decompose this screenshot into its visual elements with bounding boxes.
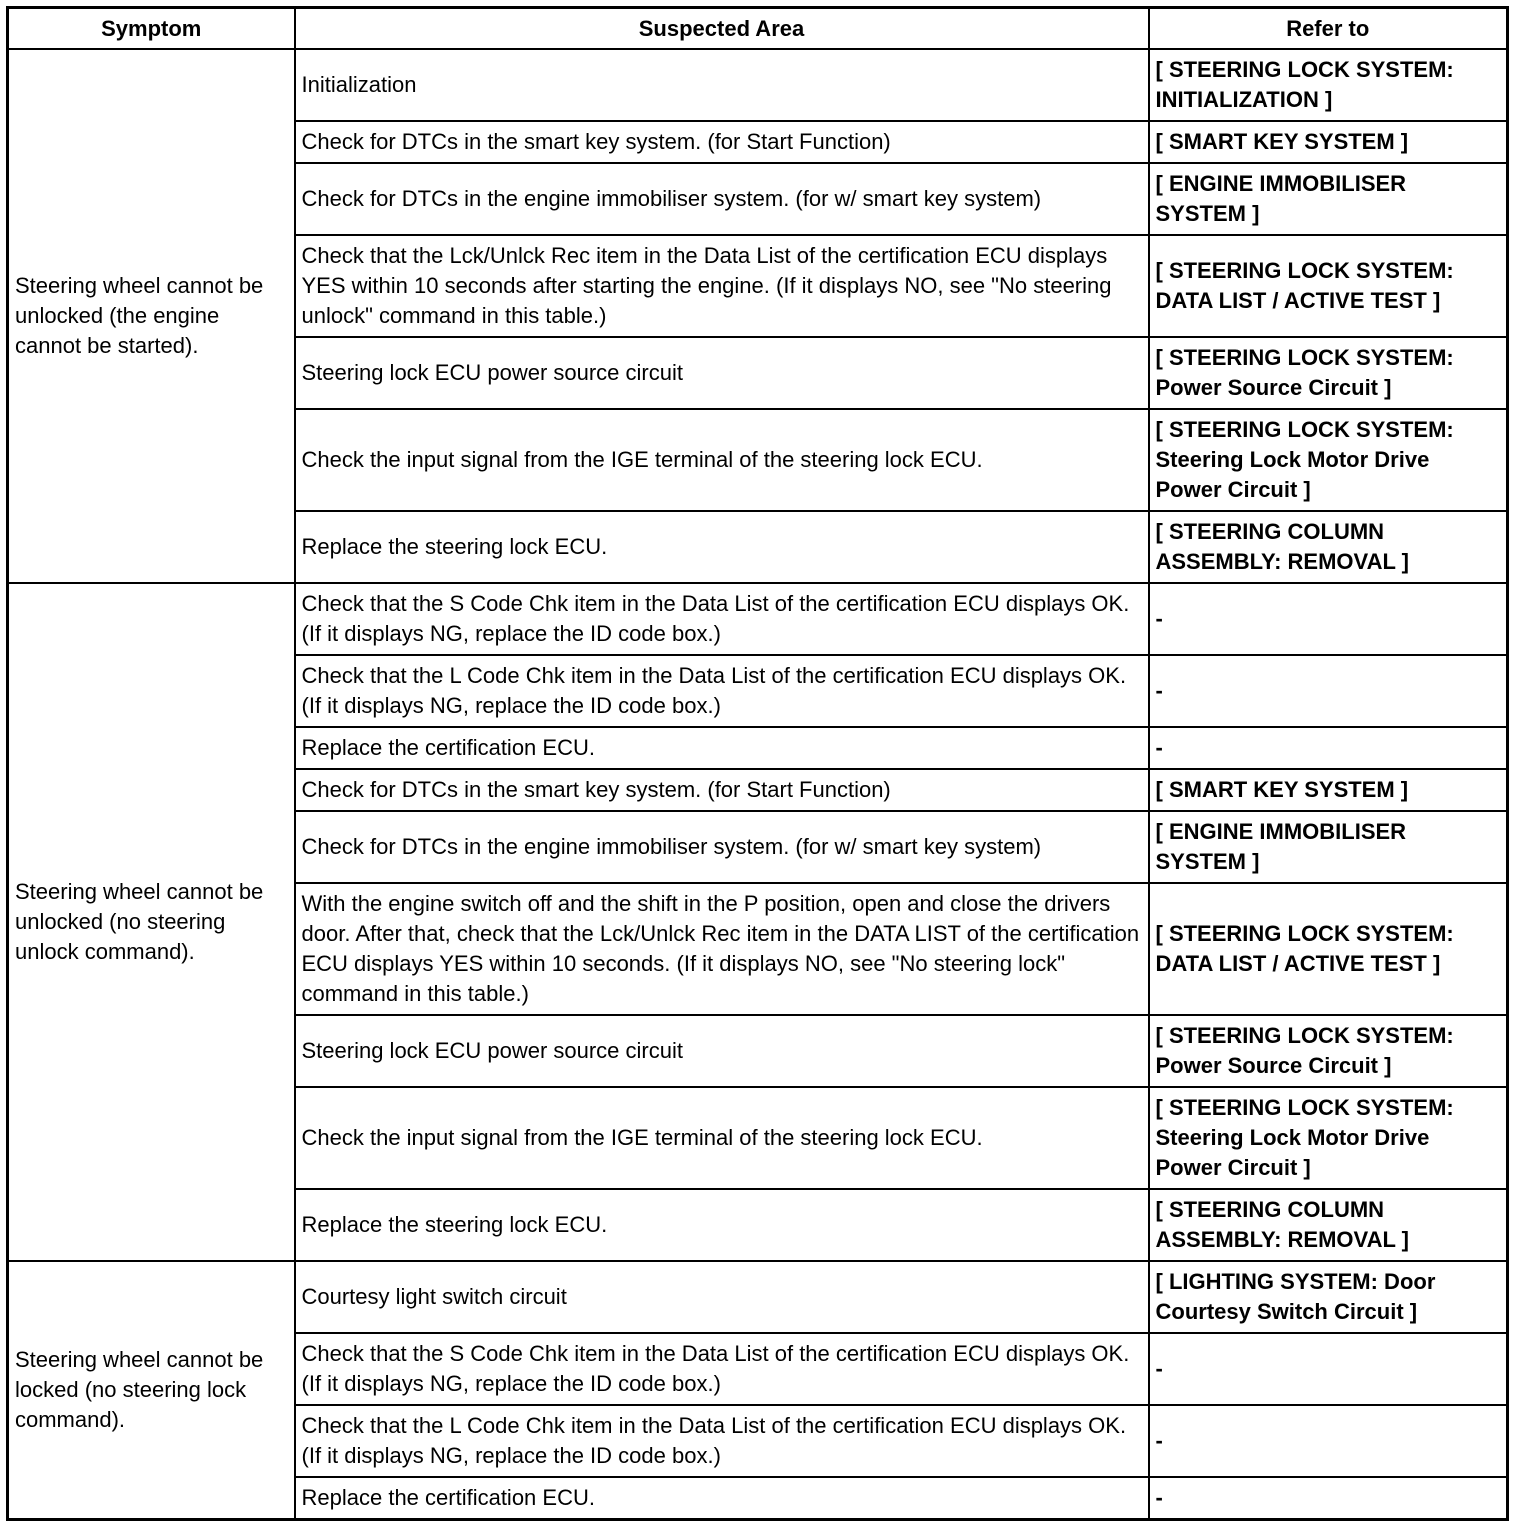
suspected-area-cell: Steering lock ECU power source circuit bbox=[295, 337, 1149, 409]
refer-to-cell: - bbox=[1149, 655, 1508, 727]
header-symptom: Symptom bbox=[8, 8, 295, 50]
refer-to-link[interactable]: [ STEERING LOCK SYSTEM: DATA LIST / ACTIVE TEST ] bbox=[1149, 883, 1508, 1015]
suspected-area-cell: Check that the L Code Chk item in the Data List of the certification ECU displays OK. (If it displays NG, replace the ID code box.) bbox=[295, 1405, 1149, 1477]
refer-to-link[interactable]: [ ENGINE IMMOBILISER SYSTEM ] bbox=[1149, 163, 1508, 235]
refer-to-cell: - bbox=[1149, 1405, 1508, 1477]
suspected-area-cell: Steering lock ECU power source circuit bbox=[295, 1015, 1149, 1087]
refer-to-link[interactable]: [ STEERING COLUMN ASSEMBLY: REMOVAL ] bbox=[1149, 1189, 1508, 1261]
refer-to-link[interactable]: [ LIGHTING SYSTEM: Door Courtesy Switch Circuit ] bbox=[1149, 1261, 1508, 1333]
refer-to-link[interactable]: [ SMART KEY SYSTEM ] bbox=[1149, 121, 1508, 163]
suspected-area-cell: Replace the steering lock ECU. bbox=[295, 511, 1149, 583]
refer-to-link[interactable]: [ STEERING LOCK SYSTEM: DATA LIST / ACTIVE TEST ] bbox=[1149, 235, 1508, 337]
refer-to-cell: - bbox=[1149, 727, 1508, 769]
troubleshooting-page bbox=[6, 6, 1506, 1521]
refer-to-link[interactable]: [ STEERING LOCK SYSTEM: Power Source Circuit ] bbox=[1149, 337, 1508, 409]
suspected-area-cell: Check that the Lck/Unlck Rec item in the Data List of the certification ECU displays YES within 10 seconds after starting the engine. (If it displays NO, see "No steering unlock" command in this table.) bbox=[295, 235, 1149, 337]
table-header-row bbox=[8, 8, 1508, 50]
suspected-area-cell: Initialization bbox=[295, 49, 1149, 121]
refer-to-cell: - bbox=[1149, 583, 1508, 655]
refer-to-link[interactable]: [ STEERING COLUMN ASSEMBLY: REMOVAL ] bbox=[1149, 511, 1508, 583]
suspected-area-cell: Check for DTCs in the smart key system. (for Start Function) bbox=[295, 769, 1149, 811]
table-row bbox=[8, 1261, 1508, 1333]
suspected-area-cell: With the engine switch off and the shift in the P position, open and close the drivers door. After that, check that the Lck/Unlck Rec item in the DATA LIST of the certification ECU displays YES within 10 seconds. (If it displays NO, see "No steering lock" command in this table.) bbox=[295, 883, 1149, 1015]
suspected-area-cell: Courtesy light switch circuit bbox=[295, 1261, 1149, 1333]
suspected-area-cell: Check for DTCs in the engine immobiliser system. (for w/ smart key system) bbox=[295, 163, 1149, 235]
refer-to-link[interactable]: [ STEERING LOCK SYSTEM: INITIALIZATION ] bbox=[1149, 49, 1508, 121]
table-row bbox=[8, 583, 1508, 655]
header-suspected-area: Suspected Area bbox=[295, 8, 1149, 50]
symptom-cell: Steering wheel cannot be unlocked (no steering unlock command). bbox=[8, 583, 295, 1261]
suspected-area-cell: Replace the steering lock ECU. bbox=[295, 1189, 1149, 1261]
refer-to-link[interactable]: [ STEERING LOCK SYSTEM: Steering Lock Motor Drive Power Circuit ] bbox=[1149, 409, 1508, 511]
refer-to-link[interactable]: [ ENGINE IMMOBILISER SYSTEM ] bbox=[1149, 811, 1508, 883]
table-row bbox=[8, 49, 1508, 121]
symptom-cell: Steering wheel cannot be unlocked (the engine cannot be started). bbox=[8, 49, 295, 583]
refer-to-cell: - bbox=[1149, 1333, 1508, 1405]
refer-to-link[interactable]: [ SMART KEY SYSTEM ] bbox=[1149, 769, 1508, 811]
suspected-area-cell: Check that the S Code Chk item in the Data List of the certification ECU displays OK. (If it displays NG, replace the ID code box.) bbox=[295, 1333, 1149, 1405]
suspected-area-cell: Check for DTCs in the smart key system. (for Start Function) bbox=[295, 121, 1149, 163]
symptom-cell: Steering wheel cannot be locked (no steering lock command). bbox=[8, 1261, 295, 1520]
refer-to-link[interactable]: [ STEERING LOCK SYSTEM: Steering Lock Motor Drive Power Circuit ] bbox=[1149, 1087, 1508, 1189]
refer-to-cell: - bbox=[1149, 1477, 1508, 1520]
suspected-area-cell: Check for DTCs in the engine immobiliser system. (for w/ smart key system) bbox=[295, 811, 1149, 883]
problem-symptoms-table bbox=[6, 6, 1509, 1521]
suspected-area-cell: Replace the certification ECU. bbox=[295, 1477, 1149, 1520]
suspected-area-cell: Check that the L Code Chk item in the Data List of the certification ECU displays OK. (If it displays NG, replace the ID code box.) bbox=[295, 655, 1149, 727]
header-refer-to: Refer to bbox=[1149, 8, 1508, 50]
suspected-area-cell: Check the input signal from the IGE terminal of the steering lock ECU. bbox=[295, 1087, 1149, 1189]
suspected-area-cell: Check the input signal from the IGE terminal of the steering lock ECU. bbox=[295, 409, 1149, 511]
suspected-area-cell: Check that the S Code Chk item in the Data List of the certification ECU displays OK. (If it displays NG, replace the ID code box.) bbox=[295, 583, 1149, 655]
refer-to-link[interactable]: [ STEERING LOCK SYSTEM: Power Source Circuit ] bbox=[1149, 1015, 1508, 1087]
suspected-area-cell: Replace the certification ECU. bbox=[295, 727, 1149, 769]
